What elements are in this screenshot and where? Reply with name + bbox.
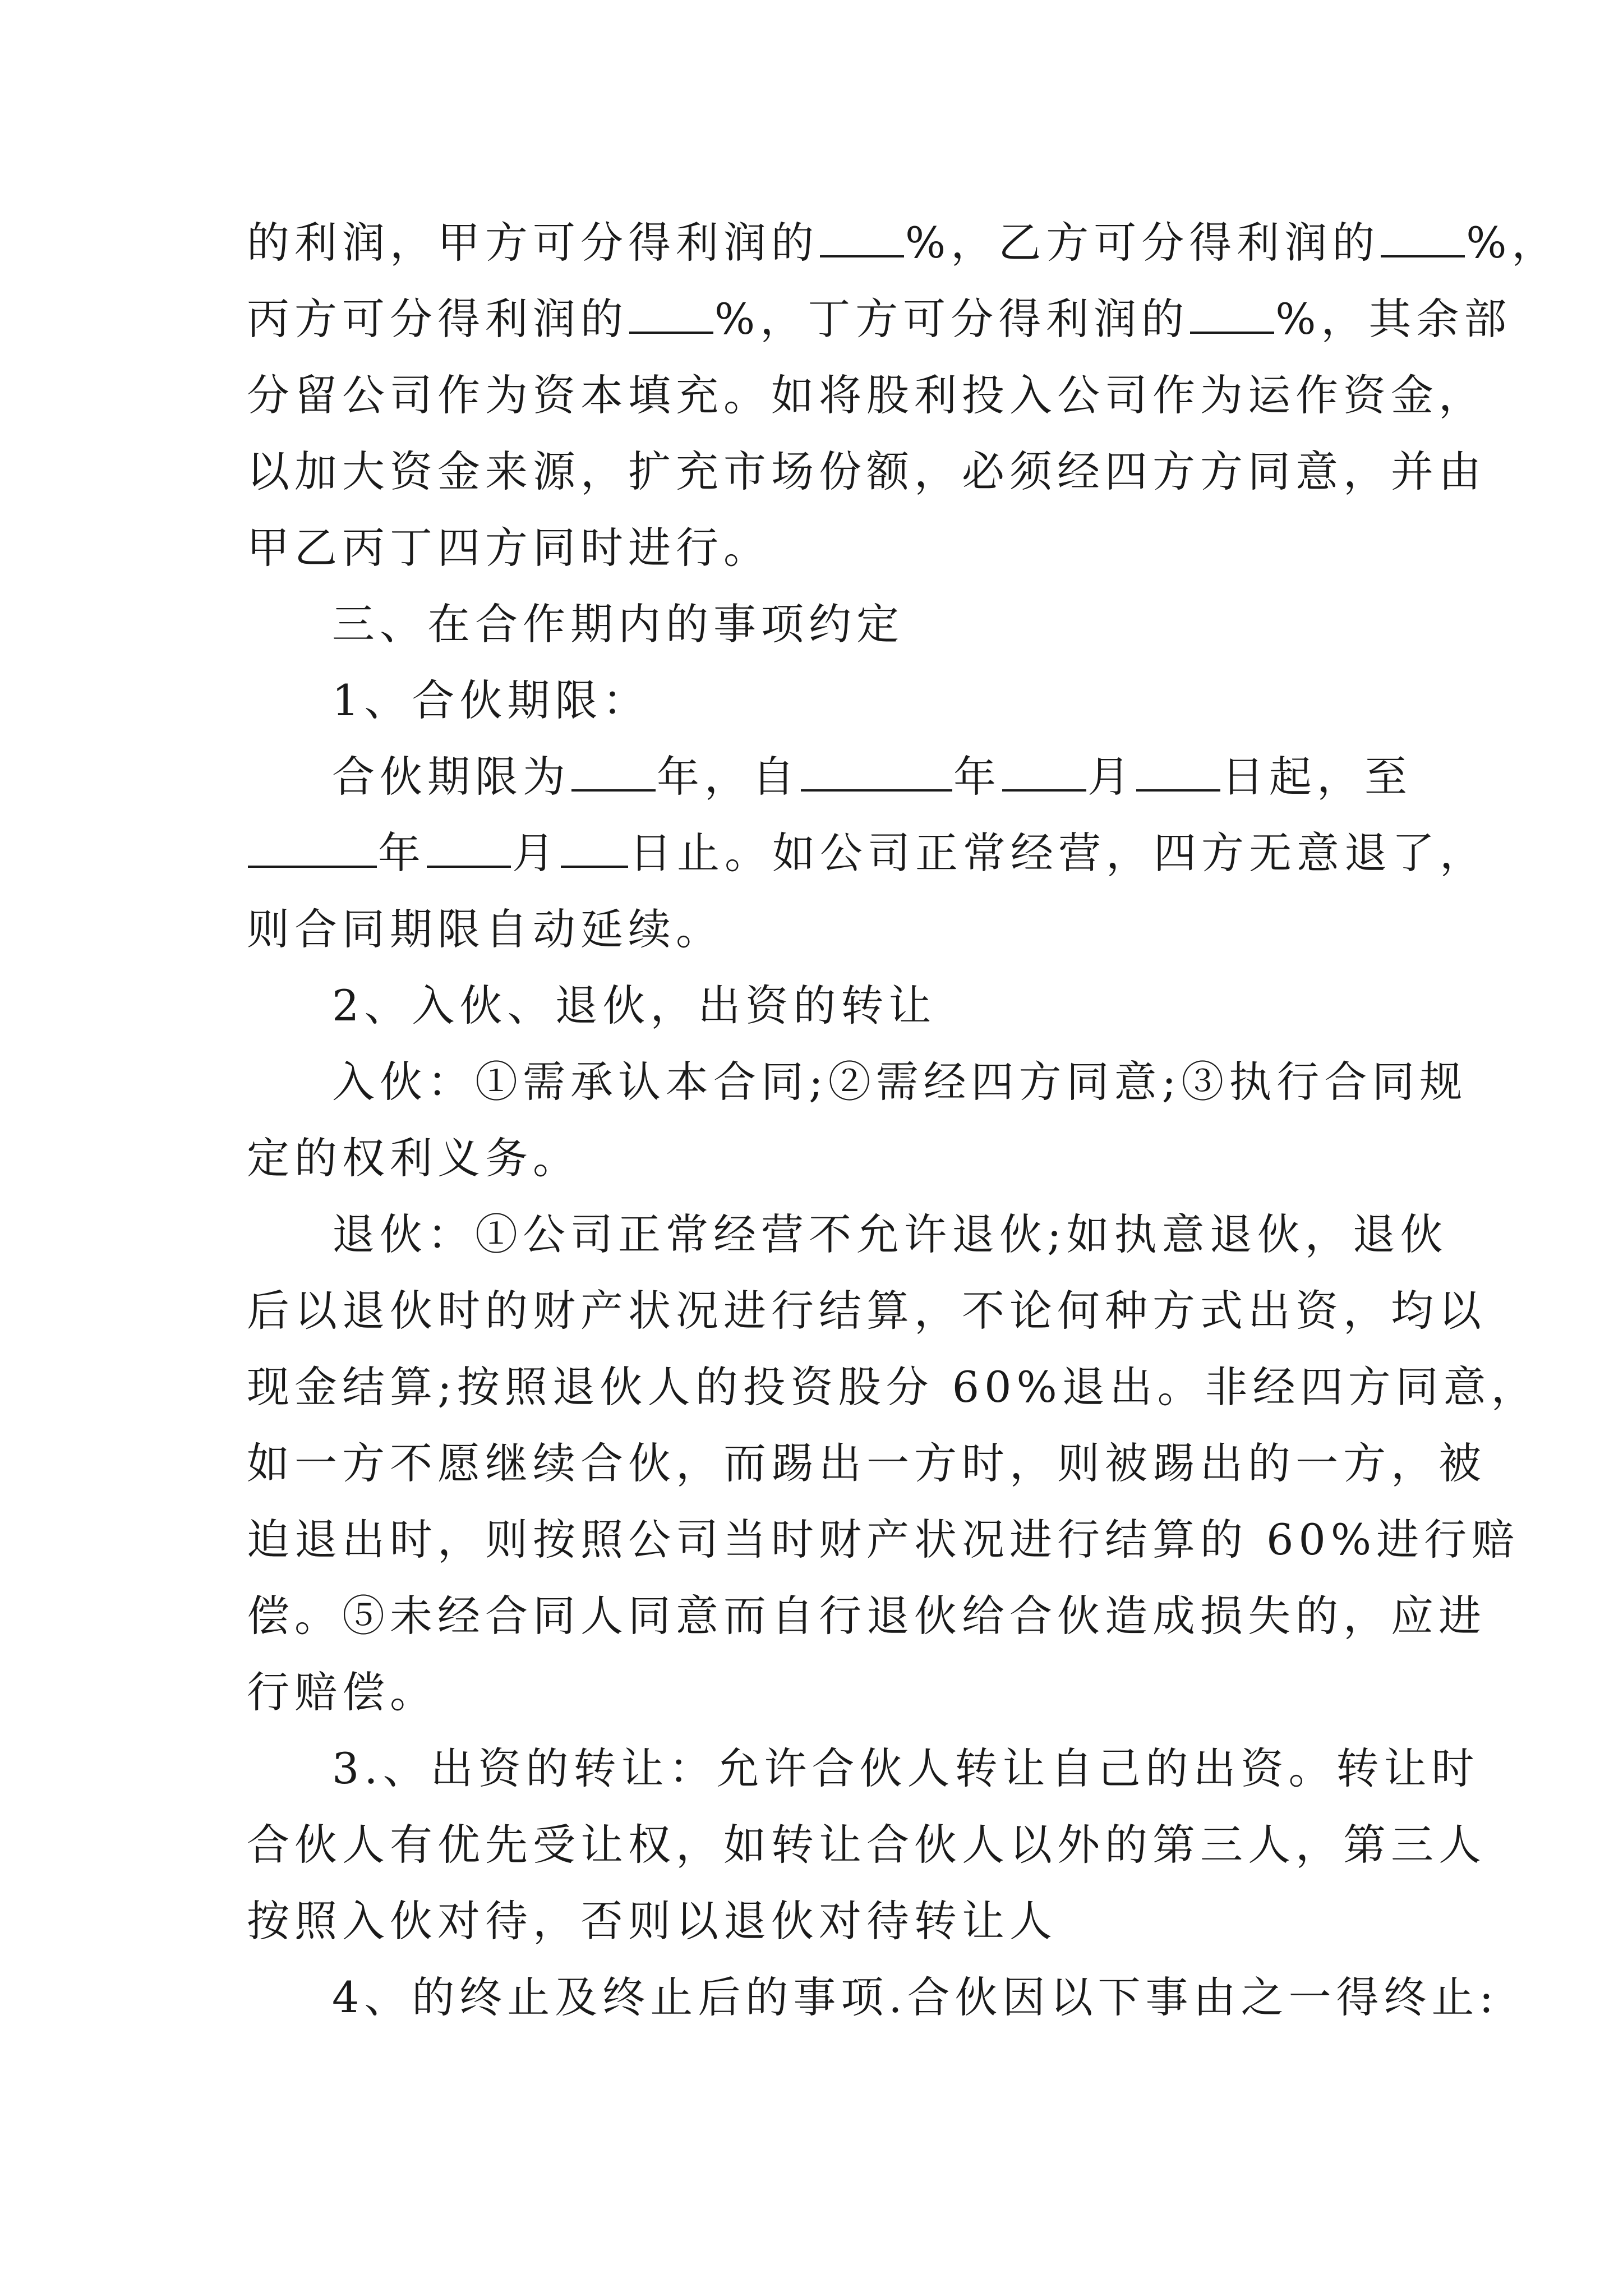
item-heading: 1、合伙期限： [332,675,651,725]
text-line: 如一方不愿继续合伙，而踢出一方时，则被踢出的一方，被 [247,1438,1486,1488]
text-line [247,205,1560,281]
text-segment: 年，自 [657,752,800,802]
text-line: 合伙人有优先受让权，如转让合伙人以外的第三人，第三人 [247,1820,1486,1870]
text-segment: 月 [1087,752,1135,802]
fill-blank [1136,749,1220,792]
item-heading: 2、入伙、退伙，出资的转让 [332,981,937,1030]
text-segment: %，丁方可分得利润的 [714,294,1189,344]
text-segment: 日起，至 [1221,752,1412,802]
text-segment: 合伙期限为 [332,752,570,802]
text-line: 定的权利义务。 [247,1133,580,1183]
text-line [247,739,1424,815]
section-heading: 三、在合作期内的事项约定 [332,599,904,649]
fill-blank [248,825,377,868]
text-line: 后以退伙时的财产状况进行结算，不论何种方式出资，均以 [247,1286,1486,1336]
fill-blank [629,291,713,334]
text-line: 入伙：①需承认本合同;②需经四方同意;③执行合同规 [332,1057,1468,1107]
text-line: 分留公司作为资本填充。如将股利投入公司作为运作资金， [247,370,1486,420]
fill-blank [820,215,904,257]
text-segment: %，其余部 [1275,294,1512,344]
fill-blank [427,825,511,868]
fill-blank [561,825,628,868]
text-segment: 年 [953,752,1001,802]
text-segment: %，乙方可分得利润的 [905,218,1380,268]
text-line: 甲乙丙丁四方同时进行。 [247,523,771,573]
text-line: 迫退出时，则按照公司当时财产状况进行结算的 60%进行赔 [247,1515,1520,1565]
text-segment: 丙方可分得利润的 [247,294,628,344]
text-line [247,815,1487,891]
fill-blank [1381,215,1465,257]
text-line: 现金结算;按照退伙人的投资股分 60%退出。非经四方同意， [247,1362,1539,1412]
text-line: 按照入伙对待，否则以退伙对待转让人 [247,1896,1057,1946]
text-line: 偿。⑤未经合同人同意而自行退伙给合伙造成损失的，应进 [247,1591,1486,1641]
text-segment: 的利润，甲方可分得利润的 [247,218,819,268]
text-line: 退伙：①公司正常经营不允许退伙;如执意退伙，退伙 [332,1209,1448,1259]
fill-blank [1190,291,1274,334]
text-line: 以加大资金来源，扩充市场份额，必须经四方方同意，并由 [247,447,1486,496]
text-segment: 日止。如公司正常经营，四方无意退了， [629,828,1487,878]
text-line: 4、的终止及终止后的事项.合伙因以下事由之一得终止: [332,1972,1499,2022]
text-line: 行赔偿。 [247,1667,437,1717]
text-line: 3.、出资的转让：允许合伙人转让自己的出资。转让时 [332,1743,1479,1793]
text-segment: 年 [378,828,426,878]
text-line: 则合同期限自动延续。 [247,904,723,954]
fill-blank [571,749,656,792]
text-segment: %， [1466,218,1560,268]
fill-blank [801,749,952,792]
text-segment: 月 [512,828,560,878]
text-line [247,281,1512,357]
fill-blank [1002,749,1086,792]
document-body [247,205,1560,2036]
